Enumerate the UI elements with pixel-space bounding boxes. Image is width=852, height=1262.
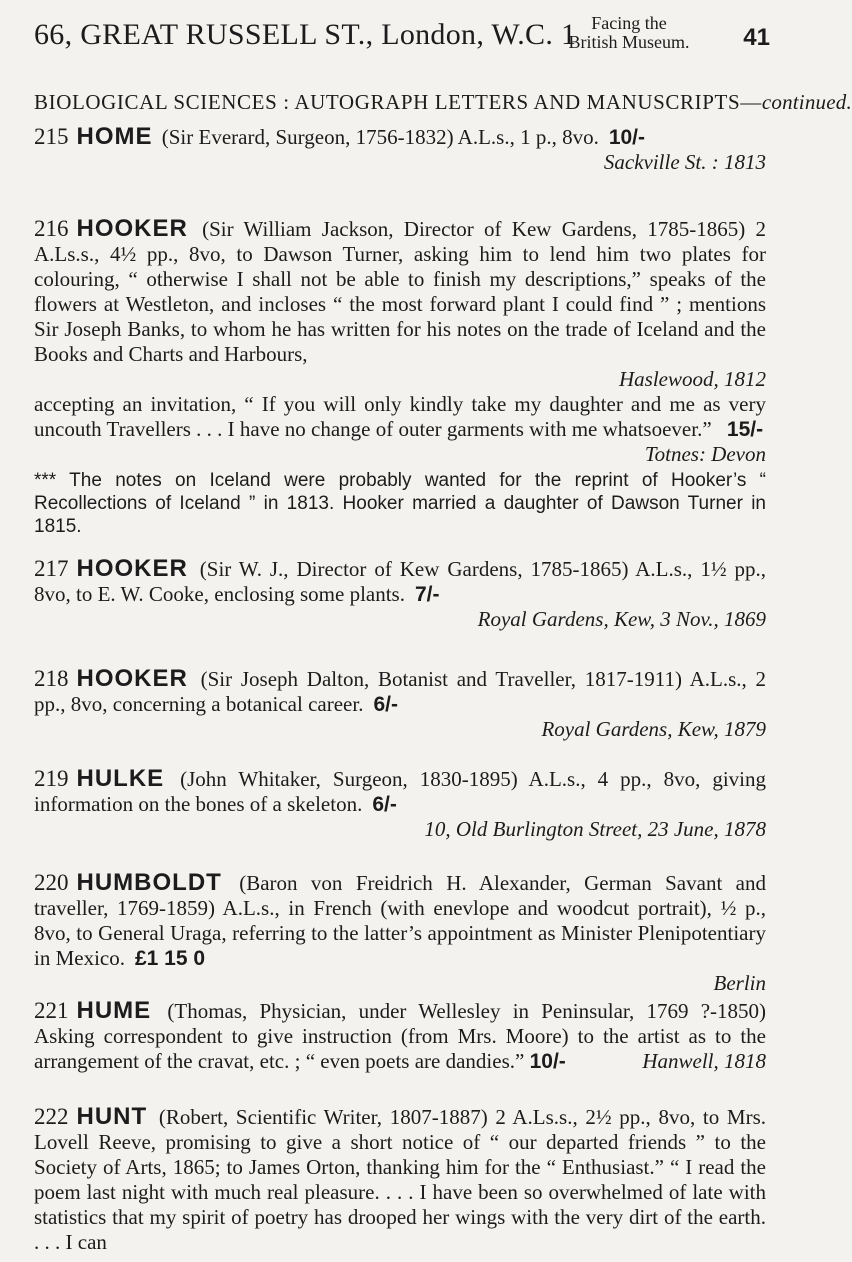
publisher-address: 66, GREAT RUSSELL ST., London, W.C. 1 [34, 18, 577, 51]
entry-name: HOOKER [76, 555, 188, 582]
catalogue-entry [34, 556, 766, 632]
section-title: BIOLOGICAL SCIENCES : AUTOGRAPH LETTERS AND MANUSCRIPTS— [34, 90, 762, 114]
entry-price: 7/- [414, 583, 440, 606]
section-continued: continued. [761, 90, 852, 114]
page-header [34, 14, 774, 64]
entry-note: *** The notes on Iceland were probably wanted for the reprint of Hooker’s “ Recollections of Iceland ” in 1813. Hooker married a daughter of Dawson Turner in 1815. [34, 470, 766, 537]
entry-number: 220 [34, 870, 69, 895]
entry-name: HOOKER [76, 215, 188, 242]
catalogue-entry [34, 124, 766, 175]
entry-number: 216 [34, 216, 69, 241]
entry-description: (Sir Everard, Surgeon, 1756-1832) A.L.s., 1 p., 8vo. [161, 125, 599, 149]
entry-price: 10/- [529, 1050, 566, 1073]
entry-name: HUME [76, 997, 152, 1024]
entry-price: £1 15 0 [134, 947, 206, 970]
entry-description: (Sir W. J., Director of Kew Gardens, 1785-1865) A.L.s., 1½ pp., 8vo, to E. W. Cooke, enclosing some plants. [34, 557, 766, 606]
entry-description: (John Whitaker, Surgeon, 1830-1895) A.L.s., 4 pp., 8vo, giving information on the bones of a skeleton. [34, 767, 766, 816]
entry-description-2: accepting an invitation, “ If you will only kindly take my daughter and me as very uncouth Travellers . . . I have no change of outer garments with me whatsoever.” [34, 392, 766, 441]
catalogue-entry [34, 666, 766, 742]
catalogue-entry [34, 870, 766, 996]
entry-number: 217 [34, 556, 69, 581]
publisher-location-note [554, 14, 704, 52]
entry-description: (Sir William Jackson, Director of Kew Gardens, 1785-1865) 2 A.Ls.s., 4½ pp., 8vo, to Dawson Turner, asking him to lend him two plates for colouring, “ otherwise I shall not be able to finish my descriptions,” speaks of the flowers at Westleton, and incloses “ the most forward plant I could find ” ; mentions Sir Joseph Banks, to whom he has written for his notes on the trade of Iceland and the Books and Charts and Harbours, [34, 217, 766, 366]
entry-number: 221 [34, 998, 69, 1023]
catalogue-entry [34, 216, 766, 538]
entry-price: 10/- [608, 126, 645, 149]
facing-line-1: Facing the [591, 13, 667, 33]
catalogue-entry [34, 1104, 766, 1255]
entry-place: Hanwell, 1818 [642, 1049, 766, 1073]
entry-place: 10, Old Burlington Street, 23 June, 1878 [424, 817, 766, 841]
entry-description: (Sir Joseph Dalton, Botanist and Traveller, 1817-1911) A.L.s., 2 pp., 8vo, concerning a botanical career. [34, 667, 766, 716]
entry-name: HOME [76, 123, 153, 150]
entry-place: Haslewood, 1812 [619, 367, 766, 391]
entry-number: 222 [34, 1104, 69, 1129]
catalogue-entry [34, 766, 766, 842]
entry-price: 6/- [372, 793, 397, 816]
entry-name: HUMBOLDT [76, 869, 222, 896]
entry-place: Berlin [713, 971, 766, 995]
facing-line-2: British Museum. [568, 32, 690, 52]
entry-place: Royal Gardens, Kew, 1879 [541, 717, 766, 741]
entry-description: (Baron von Freidrich H. Alexander, German Savant and traveller, 1769-1859) A.L.s., in French (with enevlope and woodcut portrait), ½ p., 8vo, to General Uraga, referring to the latter’s appointment as Minister Plenipotentiary in Mexico. [34, 871, 767, 970]
catalogue-entry [34, 998, 766, 1074]
entry-name: HULKE [76, 765, 165, 792]
entry-price: 6/- [373, 693, 398, 716]
entry-number: 218 [34, 666, 69, 691]
entry-place: Royal Gardens, Kew, 3 Nov., 1869 [477, 607, 766, 631]
section-heading [34, 90, 852, 115]
entry-number: 219 [34, 766, 69, 791]
entry-description-continued [34, 392, 766, 442]
entry-name: HOOKER [76, 665, 188, 692]
entry-price: 15/- [726, 418, 764, 441]
entry-description: (Robert, Scientific Writer, 1807-1887) 2 A.Ls.s., 2½ pp., 8vo, to Mrs. Lovell Reeve, promising to give a short notice of “ our departed friends ” to the Society of Arts, 1865; to James Orton, thanking him for the “ Enthusiast.” “ I read the poem last night with much real pleasure. . . . I have been so overwhelmed of late with statistics that my spirit of poetry has drooped her wings with the very dirt of the earth. . . . I can [34, 1105, 766, 1254]
entry-place: Sackville St. : 1813 [603, 150, 766, 174]
entry-name: HUNT [76, 1103, 148, 1130]
entry-number: 215 [34, 124, 69, 149]
entry-description: (Thomas, Physician, under Wellesley in Peninsular, 1769 ?-1850) Asking correspondent to give instruction (from Mrs. Moore) to the artist as to the arrangement of the cravat, etc. ; “ even poets are dandies.” [34, 999, 766, 1073]
entry-place-2: Totnes: Devon [644, 442, 766, 466]
page-number: 41 [743, 24, 770, 51]
